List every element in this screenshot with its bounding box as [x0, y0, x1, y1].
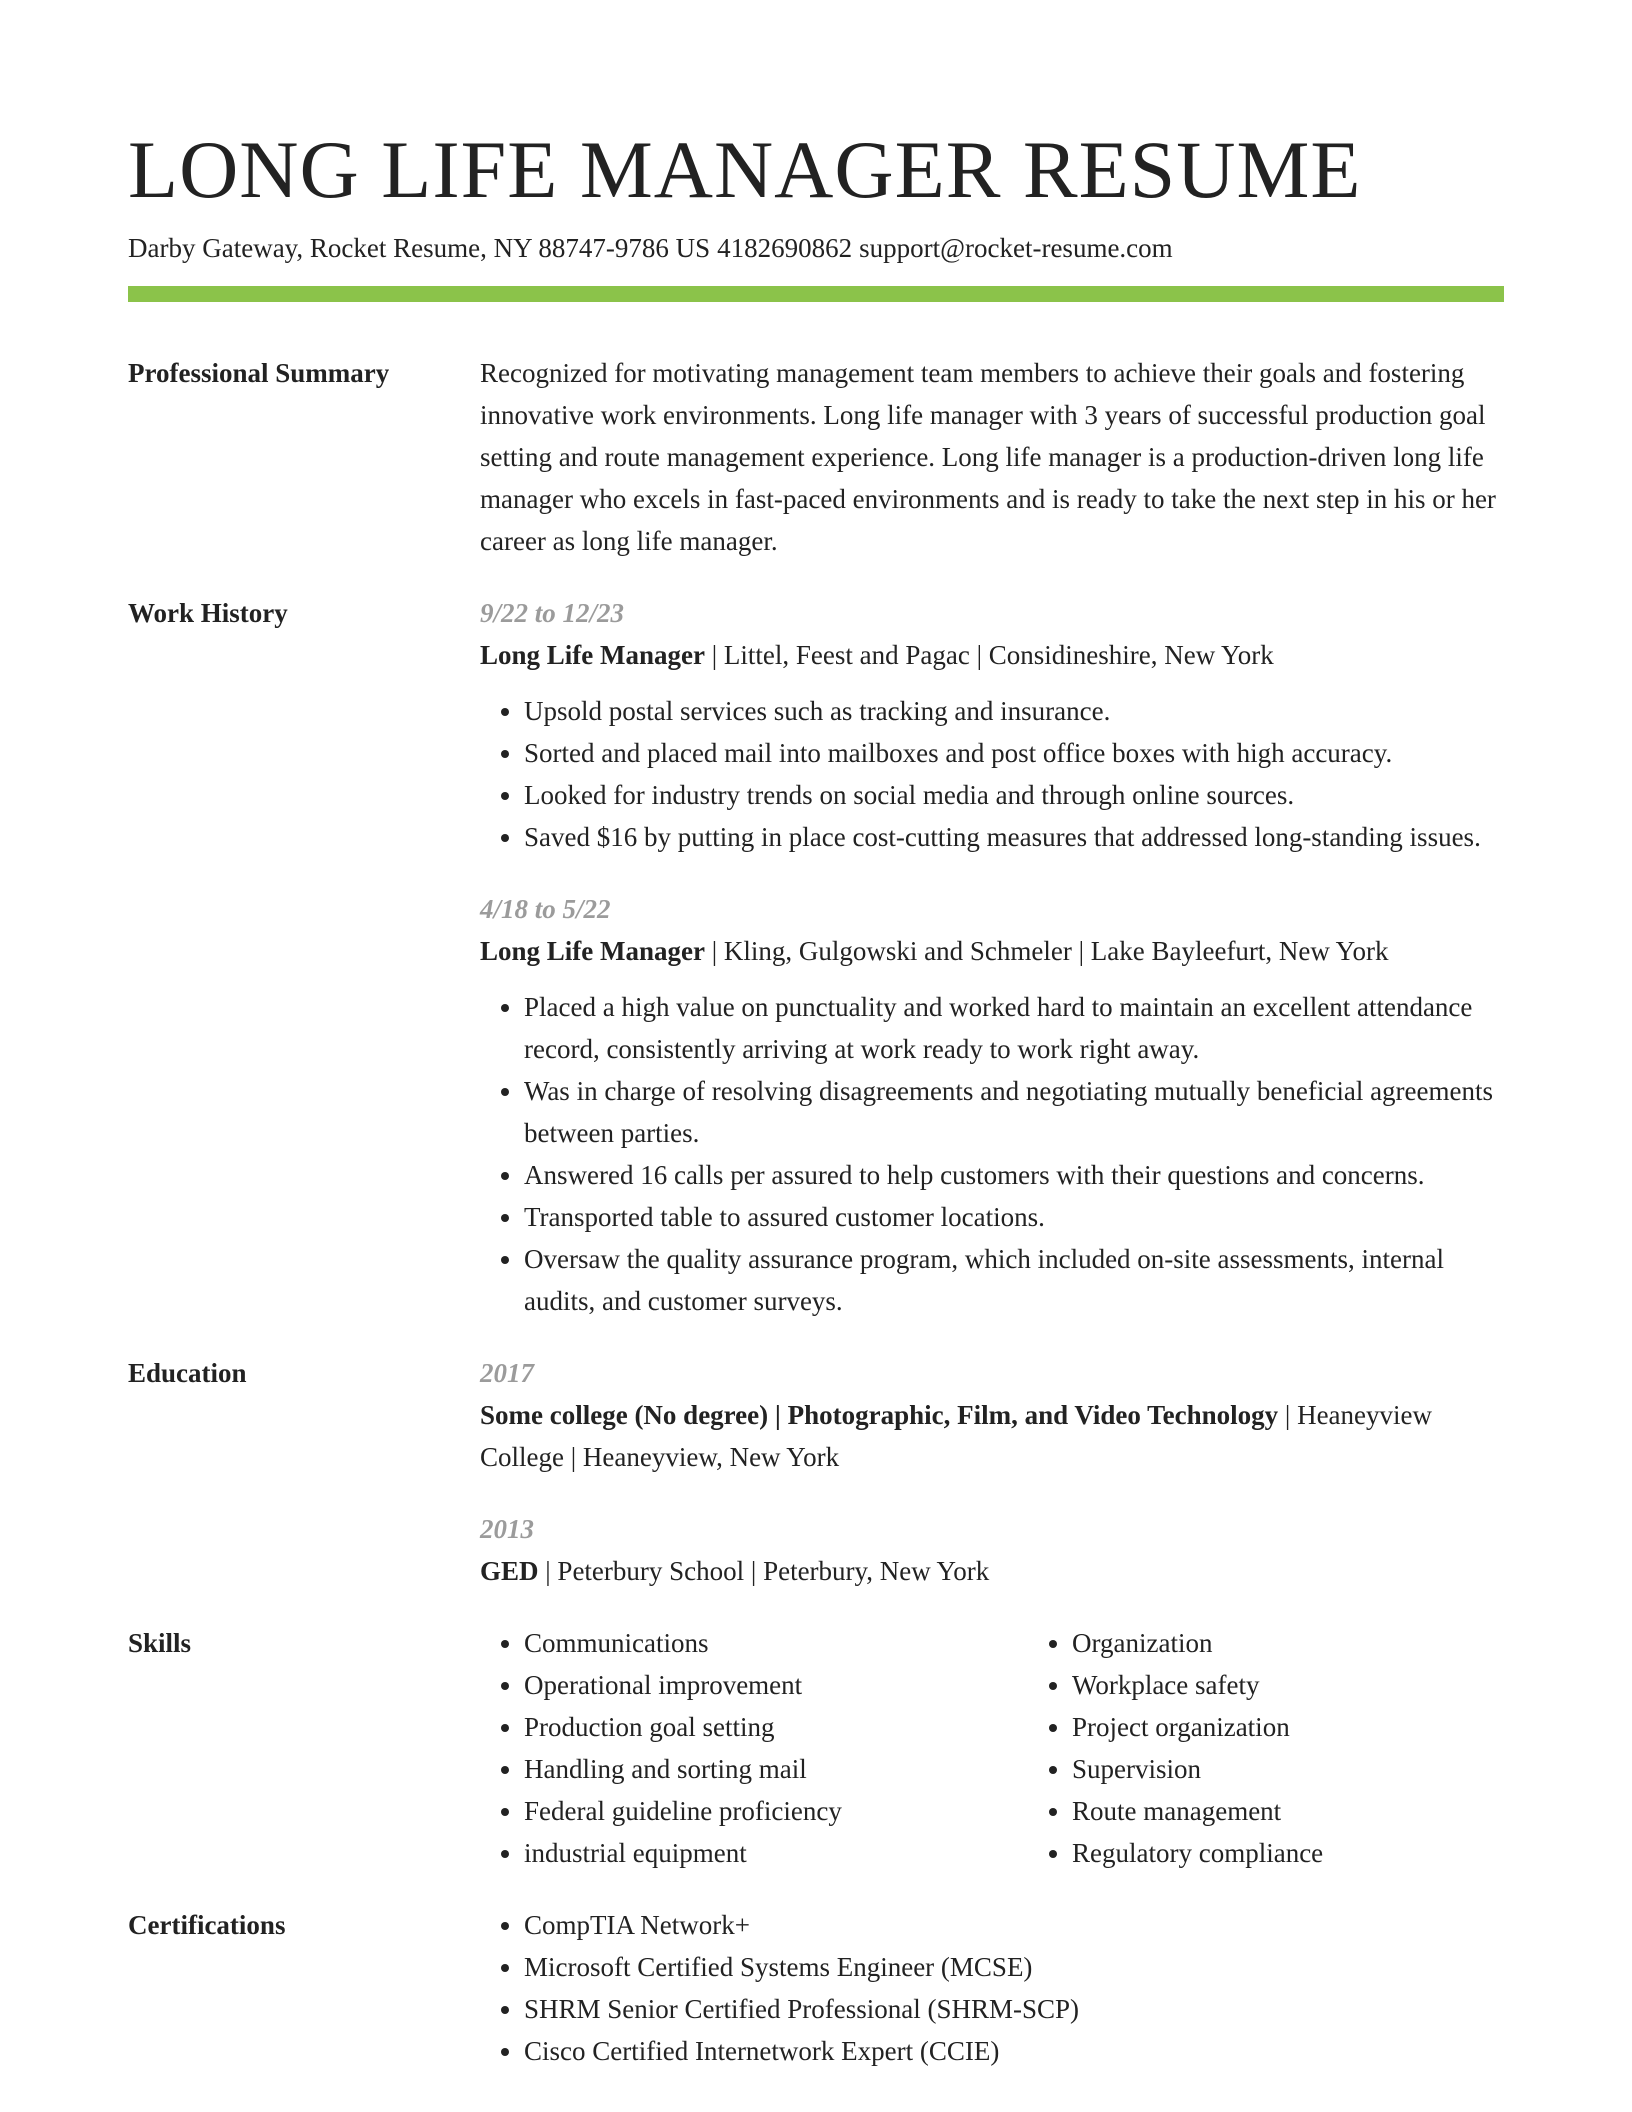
certifications-body [480, 1904, 1504, 2072]
section-title-skills: Skills [128, 1628, 192, 1658]
summary-text: Recognized for motivating management team members to achieve their goals and fostering innovative work environments. Long life manager with 3 years of successful production goal setting and route management experience. Long life manager is a production-driven long life manager who excels in fast-paced environments and is ready to take the next step in his or her career as long life manager. [480, 358, 1496, 556]
skill-item: • industrial equipment [524, 1832, 1028, 1874]
job-location: Lake Bayleefurt, New York [1090, 936, 1389, 966]
work-history-section [128, 592, 1504, 1322]
certification-item: • Cisco Certified Internetwork Expert (CCIE) [524, 2030, 1504, 2072]
education-entry [480, 1508, 1504, 1592]
job-bullet: • Was in charge of resolving disagreements and negotiating mutually beneficial agreements between parties. [524, 1070, 1504, 1154]
resume-page [128, 120, 1504, 2102]
skill-item: • Supervision [1072, 1748, 1576, 1790]
job-role: Long Life Manager [480, 640, 705, 670]
education-year: 2017 [480, 1358, 534, 1388]
education-detail: GED | Peterbury School | Peterbury, New York [480, 1556, 990, 1586]
job-location: Considineshire, New York [988, 640, 1274, 670]
contact-line [128, 230, 1504, 266]
address: Darby Gateway, Rocket Resume, NY 88747-9786 US [128, 233, 711, 263]
certification-item: • CompTIA Network+ [524, 1904, 1504, 1946]
job-bullet: • Upsold postal services such as tracking and insurance. [524, 690, 1504, 732]
phone: 4182690862 [717, 233, 853, 263]
job-role: Long Life Manager [480, 936, 705, 966]
job-dates: 9/22 to 12/23 [480, 598, 625, 628]
certification-item: • SHRM Senior Certified Professional (SHRM-SCP) [524, 1988, 1504, 2030]
job-bullet: • Oversaw the quality assurance program, which included on-site assessments, internal audits, and customer surveys. [524, 1238, 1504, 1322]
section-title-certifications: Certifications [128, 1910, 286, 1940]
skill-item: • Organization [1072, 1622, 1576, 1664]
job-bullet: • Transported table to assured customer locations. [524, 1196, 1504, 1238]
certification-item: • Microsoft Certified Systems Engineer (MCSE) [524, 1946, 1504, 1988]
skill-item: • Route management [1072, 1790, 1576, 1832]
job-company: Littel, Feest and Pagac [723, 640, 970, 670]
skill-item: • Federal guideline proficiency [524, 1790, 1028, 1832]
education-degree: Some college (No degree) | Photographic, Film, and Video Technology [480, 1400, 1279, 1430]
job-bullets [480, 690, 1504, 858]
email: support@rocket-resume.com [859, 233, 1173, 263]
education-location: Heaneyview, New York [582, 1442, 840, 1472]
skills-body [480, 1622, 1576, 1874]
job-bullet: • Looked for industry trends on social media and through online sources. [524, 774, 1504, 816]
education-section [128, 1352, 1504, 1592]
resume-title: LONG LIFE MANAGER RESUME [128, 124, 1362, 215]
skill-item: • Workplace safety [1072, 1664, 1576, 1706]
job-bullet: • Saved $16 by putting in place cost-cutting measures that addressed long-standing issues. [524, 816, 1504, 858]
education-school: Heaneyview College [480, 1400, 1433, 1472]
skill-item: • Project organization [1072, 1706, 1576, 1748]
education-detail: Some college (No degree) | Photographic, Film, and Video Technology | Heaneyview College | Heaneyview, New York [480, 1400, 1433, 1472]
education-school: Peterbury School [557, 1556, 745, 1586]
certifications-section [128, 1904, 1504, 2072]
certifications-list [480, 1904, 1504, 2072]
job-company: Kling, Gulgowski and Schmeler [723, 936, 1072, 966]
skills-section [128, 1622, 1504, 1874]
skills-list-left [480, 1622, 1028, 1874]
job-bullet: • Answered 16 calls per assured to help customers with their questions and concerns. [524, 1154, 1504, 1196]
job-bullets [480, 986, 1504, 1322]
education-degree: GED [480, 1556, 539, 1586]
work-history-body [480, 592, 1504, 1322]
job-entry [480, 592, 1504, 858]
job-header: Long Life Manager | Littel, Feest and Pagac | Considineshire, New York [480, 640, 1274, 670]
job-header: Long Life Manager | Kling, Gulgowski and Schmeler | Lake Bayleefurt, New York [480, 936, 1389, 966]
skill-item: • Regulatory compliance [1072, 1832, 1576, 1874]
skill-item: • Operational improvement [524, 1664, 1028, 1706]
accent-divider [128, 286, 1504, 302]
section-title-education: Education [128, 1358, 247, 1388]
skills-list-right [1028, 1622, 1576, 1874]
job-bullet: • Sorted and placed mail into mailboxes and post office boxes with high accuracy. [524, 732, 1504, 774]
job-bullet: • Placed a high value on punctuality and worked hard to maintain an excellent attendance record, consistently arriving at work ready to work right away. [524, 986, 1504, 1070]
skill-item: • Communications [524, 1622, 1028, 1664]
job-dates: 4/18 to 5/22 [480, 894, 611, 924]
section-title-work: Work History [128, 598, 288, 628]
education-year: 2013 [480, 1514, 534, 1544]
education-entry [480, 1352, 1504, 1478]
skill-item: • Handling and sorting mail [524, 1748, 1028, 1790]
job-entry [480, 888, 1504, 1322]
section-title-summary: Professional Summary [128, 358, 390, 388]
education-body [480, 1352, 1504, 1592]
summary-section [128, 352, 1504, 562]
skill-item: • Production goal setting [524, 1706, 1028, 1748]
education-location: Peterbury, New York [763, 1556, 990, 1586]
